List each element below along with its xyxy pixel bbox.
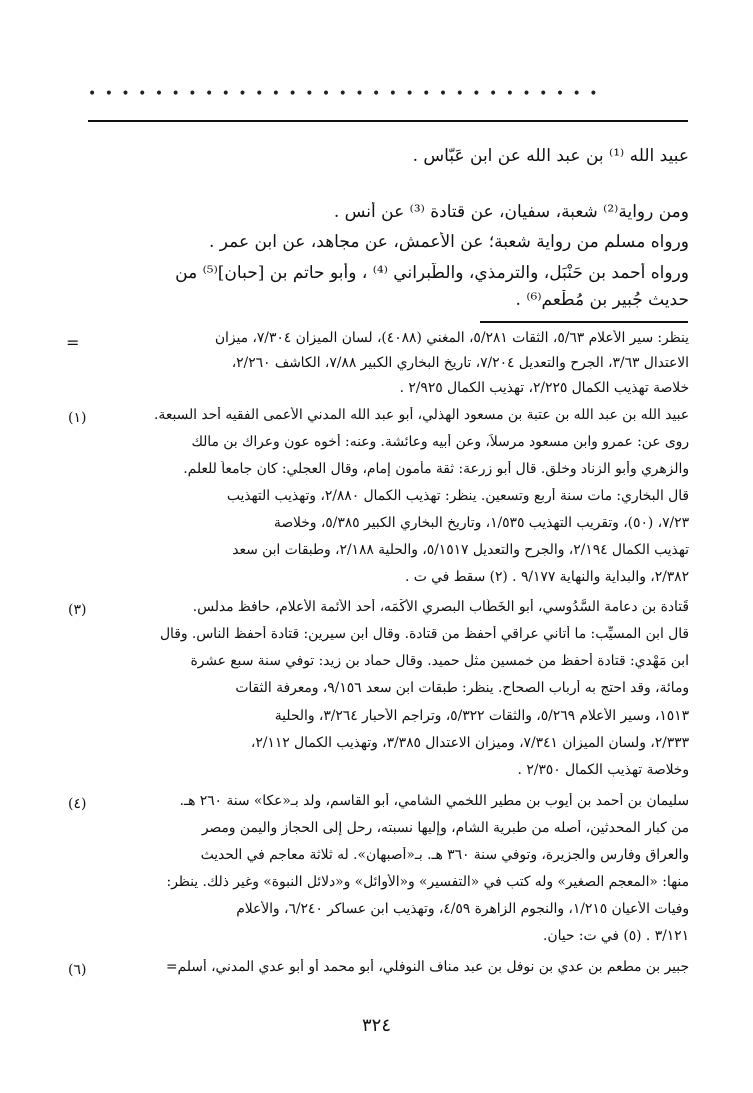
footnote-1-line-5: ٧/٢٣، (٥٠)، وتقريب التهذيب ١/٥٣٥، وتاريخ البخاري الكبير ٥/٣٨٥، وخلاصة (273, 515, 689, 531)
main-line-4: ورواه أحمد بن حَنْبَل، والترمذي، والطَّبراني ⁽⁴⁾ ، وأبو حاتم بن [حبان]⁽⁵⁾ من (175, 263, 689, 283)
footnote-4-line-5: وفيات الأعيان ١/٢١٥، والنجوم الزاهرة ٤/٥٩، وتهذيب ابن عساكر ٦/٢٤٠، والأعلام (236, 901, 689, 917)
main-line-5: حديث جُبير بن مُطْعم⁽⁶⁾ . (515, 290, 689, 310)
footnote-6-line-1: جبير بن مطعم بن عدي بن نوفل بن عبد مناف النوفلي، أبو محمد أو أبو عدي المدني، أسلم= (165, 959, 689, 975)
footnote-3-line-7: وخلاصة تهذيب الكمال ٢/٣٥٠ . (517, 762, 689, 778)
main-line-2: ومن رواية⁽²⁾ شعبة، سفيان، عن قتادة ⁽³⁾ عن أنس . (333, 202, 689, 222)
footnote-1-label: (١) (68, 410, 87, 426)
footnote-intro-line-3: خلاصة تهذيب الكمال ٢/٢٢٥، تهذيب الكمال ٢/٩٢٥ . (399, 380, 689, 396)
footnote-1-line-7: ٢/٣٨٢، والبداية والنهاية ٩/١٧٧ . (٢) سقط في ت . (404, 569, 689, 585)
footnote-1-line-4: قال البخاري: مات سنة أربع وتسعين. ينظر: تهذيب الكمال ٢/٨٨٠، وتهذيب التهذيب (226, 488, 689, 504)
footnote-4-line-6: ٣/١٢١ . (٥) في ت: حيان. (543, 928, 689, 944)
footnote-3-label: (٣) (68, 602, 87, 618)
footnote-3-line-5: ١٥١٣، وسير الأعلام ٥/٢٦٩، والثقات ٥/٣٢٢، وتراجم الأحبار ٣/٢٦٤، والحلية (274, 708, 689, 724)
main-line-1: عبيد الله ⁽¹⁾ بن عبد الله عن ابن عَبّاس . (412, 146, 689, 166)
footnote-4-line-4: منها: «المعجم الصغير» وله كتب في «التفسير» و«الأوائل» و«دلائل النبوة» وغير ذلك. ينظر: (166, 874, 689, 890)
footnote-3-line-6: ٢/٣٣٣، ولسان الميزان ٧/٣٤١، وميزان الاعتدال ٣/٣٨٥، وتهذيب الكمال ٢/١١٢، (250, 735, 689, 751)
footnote-4-line-3: والعراق وفارس والجزيرة، وتوفي سنة ٣٦٠ هـ. بـ«أصبهان». له ثلاثة معاجم في الحديث (200, 847, 689, 863)
footnote-intro-line-1: ينظر: سير الأعلام ٥/٦٣، الثقات ٥/٢٨١، المغني (٤٠٨٨)، لسان الميزان ٧/٣٠٤، ميزان (214, 330, 689, 346)
footnote-4-line-1: سليمان بن أحمد بن أيوب بن مطير اللخمي الشامي، أبو القاسم، ولد بـ«عكا» سنة ٢٦٠ هـ. (179, 793, 689, 809)
footnote-3-line-3: ابن مَهْدي: قتادة أحفظ من خمسين مثل حميد. وقال حماد بن زيد: توفي سنة سبع عشرة (190, 653, 689, 669)
footnote-3-line-1: قَتادة بن دعامة السَّدُوسي، أبو الخَطّاب البصري الأَكْمَه، أحد الأئمة الأعلام، حافظ مدلس. (192, 599, 689, 615)
footnote-4-label: (٤) (68, 796, 87, 812)
main-line-3: ورواه مسلم من رواية شعبة؛ عن الأعمش، عن مجاهد، عن ابن عمر . (208, 232, 689, 252)
footnote-3-line-4: ومائة، وقد احتج به أرباب الصحاح. ينظر: طبقات ابن سعد ٩/١٥٦، ومعرفة الثقات (235, 680, 689, 696)
footnote-4-line-2: من كبار المحدثين، أصله من طبرية الشام، وإليها نسبته، رحل إلى الحجاز واليمن ومصر (201, 820, 689, 836)
footnote-6-label: (٦) (68, 962, 87, 978)
footnote-3-line-2: قال ابن المسيِّب: ما أتاني عراقي أحفظ من قتادة. وقال ابن سيرين: قتادة أحفظ الناس. وقال (160, 626, 689, 642)
footnote-intro-line-2: الاعتدال ٣/٦٣، الجرح والتعديل ٧/٢٠٤، تاريخ البخاري الكبير ٧/٨٨، الكاشف ٢/٢٦٠، (231, 355, 689, 371)
footnote-1-line-3: والزهري وأبو الزناد وخلق. قال أبو زرعة: ثقة مأمون إمام، وقال العجلي: كان جامعاً للعلم. (183, 461, 689, 477)
footnote-continuation-marker: = (66, 333, 80, 352)
footnote-1-line-6: تهذيب الكمال ٢/١٩٤، والجرح والتعديل ٥/١٥١٧، والحلية ٢/١٨٨، وطبقات ابن سعد (232, 542, 689, 558)
footnote-1-line-2: روى عن: عمرو وابن مسعود مرسلاً، وعن أبيه وعائشة. وعنه: أخوه عون وعراك بن مالك (191, 434, 689, 450)
page-number: ٣٢٤ (361, 1015, 391, 1036)
header-dots: • • • • • • • • • • • • • • • • • • • • • • • • • • • • • • • (88, 86, 600, 102)
footnote-1-line-1: عبيد الله بن عبد الله بن عتبة بن مسعود الهذلي، أبو عبد الله المدني الأعمى الفقيه أحد السبعة. (154, 407, 689, 423)
footnote-separator (480, 321, 688, 323)
header-rule (88, 120, 688, 122)
